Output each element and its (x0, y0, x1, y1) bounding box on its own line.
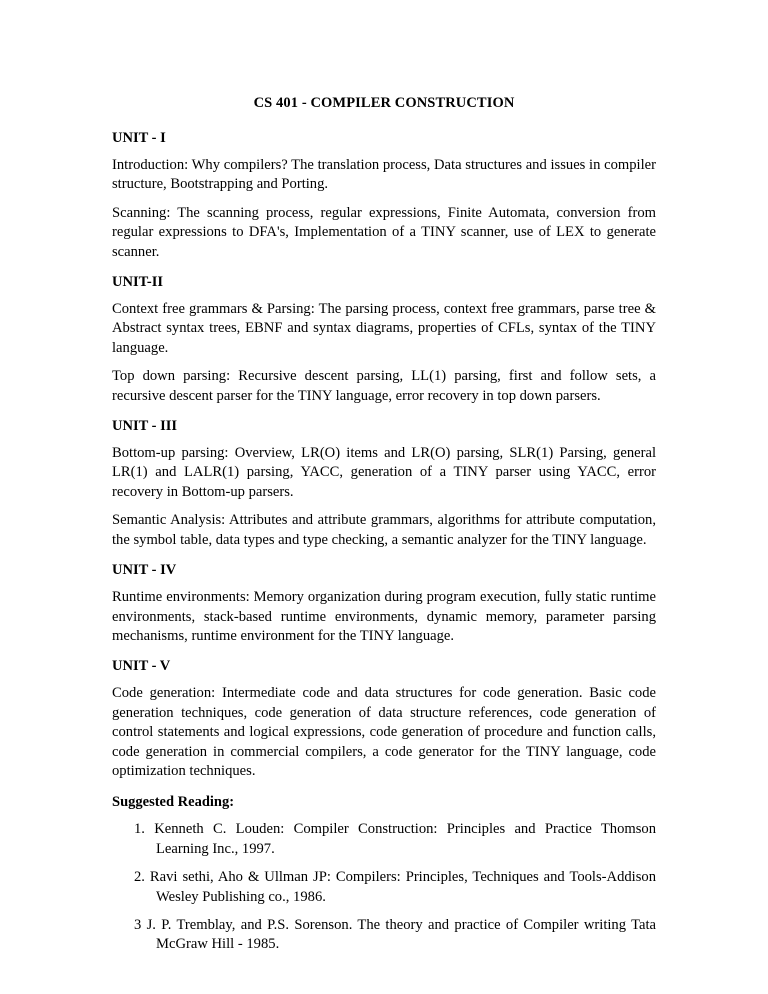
suggested-reading-heading: Suggested Reading: (112, 794, 235, 811)
unit-heading-4: UNIT - IV (112, 562, 177, 579)
unit-3-paragraph-2: Semantic Analysis: Attributes and attribute grammars, algorithms for attribute computation, the symbol table, data types and type checking, a semantic analyzer for the TINY language. (112, 512, 656, 548)
unit-heading-5: UNIT - V (112, 658, 171, 675)
unit-heading-2: UNIT-II (112, 274, 164, 291)
unit-2-paragraph-1: Context free grammars & Parsing: The parsing process, context free grammars, parse tree & Abstract syntax trees, EBNF and syntax diagrams, properties of CFLs, syntax of the TINY language. (112, 301, 656, 356)
unit-heading-1: UNIT - I (112, 130, 166, 146)
suggested-reading-list (112, 820, 656, 954)
page-title: CS 401 - COMPILER CONSTRUCTION (253, 95, 515, 111)
unit-3-paragraph-1: Bottom-up parsing: Overview, LR(O) items and LR(O) parsing, SLR(1) Parsing, general LR(1) and LALR(1) parsing, YACC, generation of a TINY parser using YACC, error recovery in Bottom-up parsers. (112, 445, 656, 500)
list-item: 3 J. P. Tremblay, and P.S. Sorenson. The theory and practice of Compiler writing Tata McGraw Hill - 1985. (134, 916, 656, 953)
unit-1-paragraph-1: Introduction: Why compilers? The translation process, Data structures and issues in compiler structure, Bootstrapping and Porting. (112, 157, 656, 193)
unit-4-paragraph-1: Runtime environments: Memory organization during program execution, fully static runtime environments, stack-based runtime environments, dynamic memory, parameter parsing mechanisms, runtime environment for the TINY language. (112, 589, 656, 644)
unit-1-paragraph-2: Scanning: The scanning process, regular expressions, Finite Automata, conversion from regular expressions to DFA's, Implementation of a TINY scanner, use of LEX to generate scanner. (112, 204, 656, 260)
unit-heading-3: UNIT - III (112, 418, 178, 435)
list-item: 1. Kenneth C. Louden: Compiler Construction: Principles and Practice Thomson Learning Inc., 1997. (134, 821, 656, 857)
unit-5-paragraph-1: Code generation: Intermediate code and data structures for code generation. Basic code generation techniques, code generation of data structure references, code generation of control statements and logical expressions, code generation of procedure and function calls, code generation in commercial compilers, a code generator for the TINY language, code optimization techniques. (112, 685, 656, 779)
list-item: 2. Ravi sethi, Aho & Ullman JP: Compilers: Principles, Techniques and Tools-Addison Wesley Publishing co., 1986. (134, 869, 656, 905)
unit-2-paragraph-2: Top down parsing: Recursive descent parsing, LL(1) parsing, first and follow sets, a recursive descent parser for the TINY language, error recovery in top down parsers. (112, 368, 656, 404)
